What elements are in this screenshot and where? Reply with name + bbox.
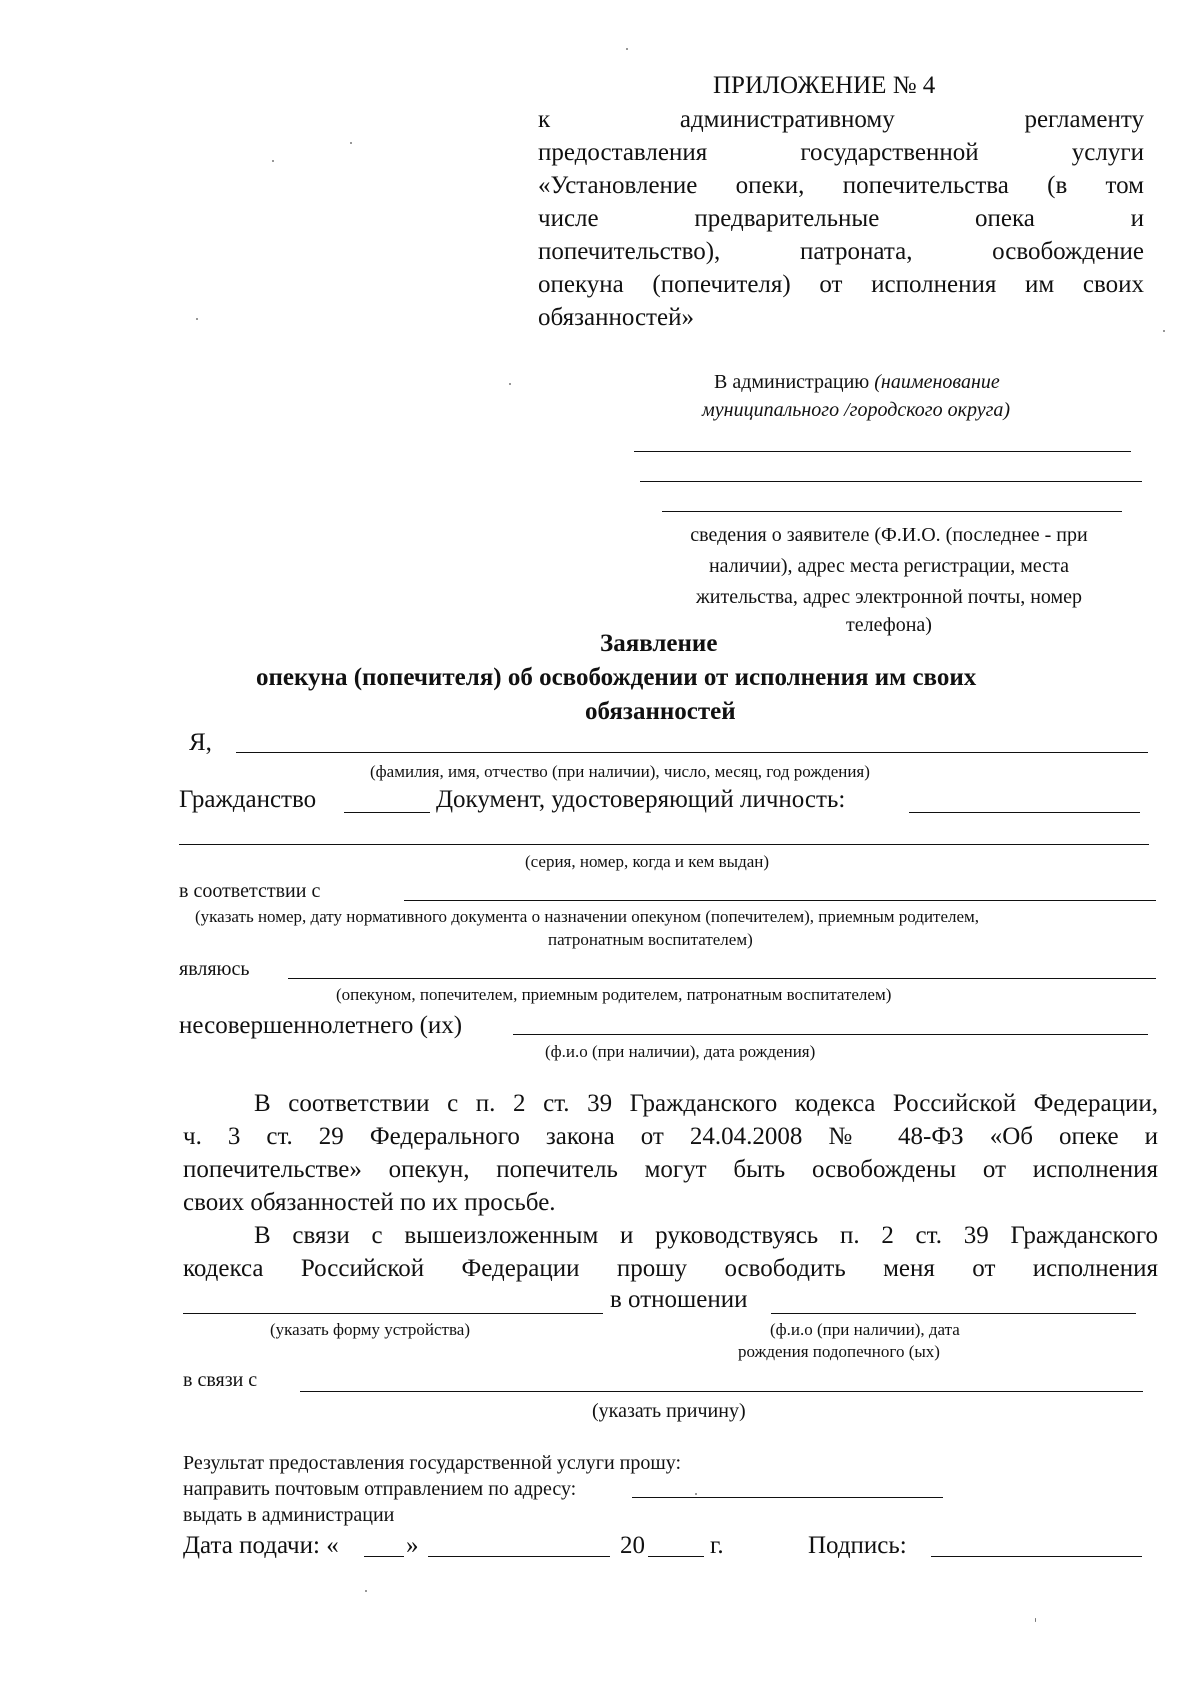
scan-speck — [196, 318, 198, 320]
addressee-blank-2[interactable] — [640, 481, 1142, 482]
being-hint: (опекуном, попечителем, приемным родителем, патронатным воспитателем) — [336, 985, 892, 1004]
appendix-text — [538, 103, 1144, 334]
appendix-line: к административному регламенту — [538, 106, 1144, 133]
date-month-field[interactable] — [428, 1556, 610, 1557]
accordance-hint-line2: патронатным воспитателем) — [548, 930, 753, 949]
scan-speck — [626, 48, 628, 50]
i-label: Я, — [189, 729, 212, 756]
minor-label: несовершеннолетнего (их) — [179, 1012, 463, 1039]
appendix-line: «Установление опеки, попечительства (в том — [538, 172, 1144, 199]
scan-speck — [365, 1590, 367, 1592]
appendix-line: опекуна (попечителя) от исполнения им своих — [538, 271, 1144, 298]
ward-hint: (ф.и.о (при наличии), дата — [770, 1320, 960, 1339]
applicant-info-line: сведения о заявителе (Ф.И.О. (последнее - при — [690, 524, 1088, 546]
signature-label: Подпись: — [808, 1532, 907, 1559]
paragraph-line: кодекса Российской Федерации прошу освободить меня от исполнения — [183, 1255, 1158, 1282]
paragraph-line: В связи с вышеизложенным и руководствуясь п. 2 ст. 39 Гражданского — [254, 1222, 1158, 1249]
appendix-line: попечительство), патроната, освобождение — [538, 238, 1144, 265]
addressee-hint: (наименование — [874, 371, 1000, 393]
body-paragraph-2 — [183, 1219, 1158, 1285]
reason-hint: (указать причину) — [592, 1400, 746, 1422]
document-field-2[interactable] — [179, 844, 1149, 845]
scan-speck — [509, 383, 511, 385]
scan-speck — [695, 1493, 697, 1495]
custody-form-hint: (указать форму устройства) — [270, 1320, 470, 1339]
document-label: Документ, удостоверяющий личность: — [436, 786, 846, 813]
mail-address-field[interactable] — [632, 1497, 943, 1498]
result-heading: Результат предоставления государственной услуги прошу: — [183, 1452, 682, 1474]
year-suffix: г. — [710, 1532, 724, 1559]
full-name-hint: (фамилия, имя, отчество (при наличии), число, месяц, год рождения) — [370, 762, 870, 781]
accordance-label: в соответствии с — [179, 880, 321, 902]
appendix-line: числе предварительные опека и — [538, 205, 1144, 232]
appendix-title: ПРИЛОЖЕНИЕ № 4 — [713, 72, 936, 99]
document-subtitle-line: опекуна (попечителя) об освобождении от исполнения им своих — [256, 664, 977, 691]
date-close-quote: » — [406, 1532, 419, 1559]
result-mail-option: направить почтовым отправлением по адресу: — [183, 1478, 577, 1500]
applicant-blank[interactable] — [662, 511, 1122, 512]
reason-label: в связи с — [183, 1369, 258, 1391]
paragraph-line: В соответствии с п. 2 ст. 39 Гражданского кодекса Российской Федерации, — [254, 1090, 1158, 1117]
appendix-line: обязанностей» — [538, 304, 694, 331]
date-day-field[interactable] — [364, 1556, 404, 1557]
being-label: являюсь — [179, 958, 250, 980]
scan-speck — [350, 142, 352, 144]
document-title: Заявление — [600, 630, 718, 657]
minor-hint: (ф.и.о (при наличии), дата рождения) — [545, 1042, 816, 1061]
date-label: Дата подачи: « — [183, 1532, 339, 1559]
citizenship-field[interactable] — [344, 812, 430, 813]
year-prefix: 20 — [620, 1532, 645, 1559]
paragraph-line: попечительстве» опекун, попечитель могут быть освобождены от исполнения — [183, 1156, 1158, 1183]
addressee-blank-1[interactable] — [634, 451, 1131, 452]
signature-field[interactable] — [931, 1556, 1142, 1557]
ward-field[interactable] — [771, 1313, 1136, 1314]
applicant-info-hint — [636, 520, 1142, 638]
scan-speck — [272, 160, 274, 162]
document-subtitle-line: обязанностей — [585, 698, 736, 725]
addressee-hint-line2: муниципального /городского округа) — [702, 399, 1011, 421]
ward-hint-line2: рождения подопечного (ых) — [738, 1342, 940, 1361]
applicant-info-line: телефона) — [846, 614, 932, 636]
appendix-line: предоставления государственной услуги — [538, 139, 1144, 166]
addressee-line1 — [714, 371, 1000, 394]
applicant-info-line: жительства, адрес электронной почты, номер — [695, 586, 1083, 608]
body-paragraph-1 — [183, 1087, 1158, 1219]
scan-speck — [1163, 330, 1165, 332]
custody-form-field[interactable] — [183, 1313, 603, 1314]
relation-label: в отношении — [610, 1286, 748, 1313]
full-name-field[interactable] — [236, 752, 1148, 753]
applicant-info-line: наличии), адрес места регистрации, места — [708, 555, 1070, 577]
minor-field[interactable] — [513, 1034, 1148, 1035]
paragraph-line: своих обязанностей по их просьбе. — [183, 1189, 556, 1216]
reason-field[interactable] — [300, 1391, 1143, 1392]
scan-speck — [1035, 1618, 1036, 1622]
addressee-prefix: В администрацию — [714, 371, 870, 393]
paragraph-line: ч. 3 ст. 29 Федерального закона от 24.04.2008 № 48-ФЗ «Об опеке и — [183, 1123, 1158, 1150]
document-hint: (серия, номер, когда и кем выдан) — [525, 852, 770, 871]
date-year-field[interactable] — [648, 1556, 704, 1557]
citizenship-label: Гражданство — [179, 786, 317, 813]
result-admin-option: выдать в администрации — [183, 1504, 395, 1526]
being-field[interactable] — [288, 978, 1156, 979]
document-field-1[interactable] — [909, 812, 1140, 813]
accordance-hint: (указать номер, дату нормативного документа о назначении опекуном (попечителем), приемным родителем, — [195, 907, 980, 926]
accordance-field[interactable] — [404, 900, 1156, 901]
